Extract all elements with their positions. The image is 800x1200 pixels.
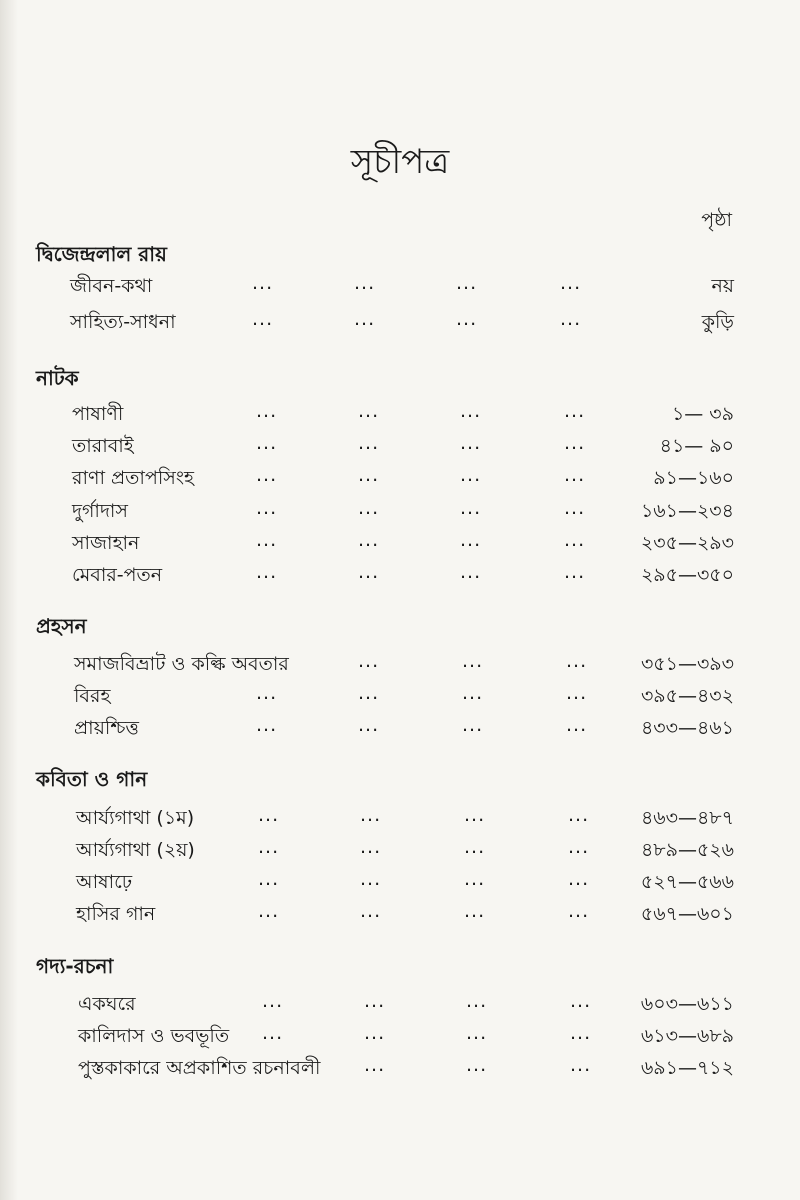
entry-pages: ৬০৩—৬১১ — [640, 993, 734, 1015]
entry-pages: ৪৮৯—৫২৬ — [640, 839, 734, 861]
section-heading: কবিতা ও গান — [36, 767, 148, 791]
entry-pages: ৫২৭—৫৬৬ — [640, 871, 734, 893]
page-column-heading: পৃষ্ঠা — [701, 209, 732, 231]
entry-pages: ৪১— ৯০ — [659, 435, 734, 457]
toc-entry: রাণা প্রতাপসিংহ ... ... ... ... ৯১—১৬০ — [0, 464, 800, 496]
entry-pages: ৫৬৭—৬০১ — [640, 903, 734, 925]
entry-title: সমাজবিভ্রাট ও কল্কি অবতার — [74, 653, 289, 675]
entry-pages: ৪৬৩—৪৮৭ — [640, 807, 734, 829]
section-heading: প্রহসন — [36, 614, 87, 638]
page-title: সূচীপত্র — [350, 142, 450, 182]
toc-entry: তারাবাই ... ... ... ... ৪১— ৯০ — [0, 432, 800, 464]
entry-title: আষাঢ়ে — [76, 871, 133, 893]
entry-pages: ৬১৩—৬৮৯ — [640, 1025, 734, 1047]
toc-entry: বিরহ ... ... ... ... ৩৯৫—৪৩২ — [0, 682, 800, 714]
entry-title: হাসির গান — [76, 903, 156, 925]
toc-entry: সমাজবিভ্রাট ও কল্কি অবতার ... ... ... ৩৫১—৩৯৩ — [0, 650, 800, 682]
entry-title: প্রায়শ্চিত্ত — [74, 717, 139, 739]
entry-title: পাষাণী — [72, 403, 124, 425]
entry-title: তারাবাই — [72, 435, 134, 457]
toc-entry: আর্য্যগাথা (১ম) ... ... ... ... ৪৬৩—৪৮৭ — [0, 804, 800, 836]
toc-entry: জীবন-কথা ... ... ... ... নয় — [0, 272, 800, 304]
entry-pages: ৯১—১৬০ — [653, 467, 734, 489]
entry-pages: ১— ৩৯ — [671, 403, 734, 425]
entry-pages: ৬৯১—৭১২ — [640, 1057, 734, 1079]
entry-title: পুস্তকাকারে অপ্রকাশিত রচনাবলী — [78, 1057, 321, 1079]
toc-entry: সাহিত্য-সাধনা ... ... ... ... কুড়ি — [0, 308, 800, 340]
entry-pages: ২৩৫—২৯৩ — [640, 532, 734, 554]
entry-title: কালিদাস ও ভবভূতি — [78, 1025, 230, 1047]
toc-entry: প্রায়শ্চিত্ত ... ... ... ... ৪৩৩—৪৬১ — [0, 714, 800, 746]
toc-entry: দুর্গাদাস ... ... ... ... ১৬১—২৩৪ — [0, 497, 800, 529]
entry-title: একঘরে — [78, 993, 136, 1015]
entry-title: সাজাহান — [72, 532, 140, 554]
entry-title: দুর্গাদাস — [72, 500, 128, 522]
entry-pages: ৩৫১—৩৯৩ — [640, 653, 734, 675]
toc-entry: সাজাহান ... ... ... ... ২৩৫—২৯৩ — [0, 529, 800, 561]
entry-title: আর্য্যগাথা (২য়) — [76, 839, 195, 861]
toc-entry: আর্য্যগাথা (২য়) ... ... ... ... ৪৮৯—৫২৬ — [0, 836, 800, 868]
section-heading: নাটক — [36, 366, 79, 390]
entry-pages: নয় — [711, 275, 734, 297]
toc-entry: হাসির গান ... ... ... ... ৫৬৭—৬০১ — [0, 900, 800, 932]
toc-entry: পাষাণী ... ... ... ... ১— ৩৯ — [0, 400, 800, 432]
section-heading: দ্বিজেন্দ্রলাল রায় — [36, 242, 167, 266]
entry-pages: কুড়ি — [701, 311, 734, 333]
entry-title: সাহিত্য-সাধনা — [70, 311, 176, 333]
toc-entry: আষাঢ়ে ... ... ... ... ৫২৭—৫৬৬ — [0, 868, 800, 900]
entry-pages: ৪৩৩—৪৬১ — [640, 717, 734, 739]
toc-entry: কালিদাস ও ভবভূতি ... ... ... ... ৬১৩—৬৮৯ — [0, 1022, 800, 1054]
entry-pages: ৩৯৫—৪৩২ — [640, 685, 734, 707]
entry-pages: ১৬১—২৩৪ — [640, 500, 734, 522]
entry-title: জীবন-কথা — [70, 275, 153, 297]
entry-title: রাণা প্রতাপসিংহ — [72, 467, 194, 489]
section-heading: গদ্য-রচনা — [36, 954, 114, 978]
entry-title: মেবার-পতন — [72, 564, 163, 586]
toc-entry: মেবার-পতন ... ... ... ... ২৯৫—৩৫০ — [0, 561, 800, 593]
toc-entry: একঘরে ... ... ... ... ৬০৩—৬১১ — [0, 990, 800, 1022]
entry-title: বিরহ — [74, 685, 111, 707]
toc-entry: পুস্তকাকারে অপ্রকাশিত রচনাবলী ... ... ... ৬৯১—৭১২ — [0, 1054, 800, 1086]
entry-pages: ২৯৫—৩৫০ — [640, 564, 734, 586]
entry-title: আর্য্যগাথা (১ম) — [76, 807, 195, 829]
